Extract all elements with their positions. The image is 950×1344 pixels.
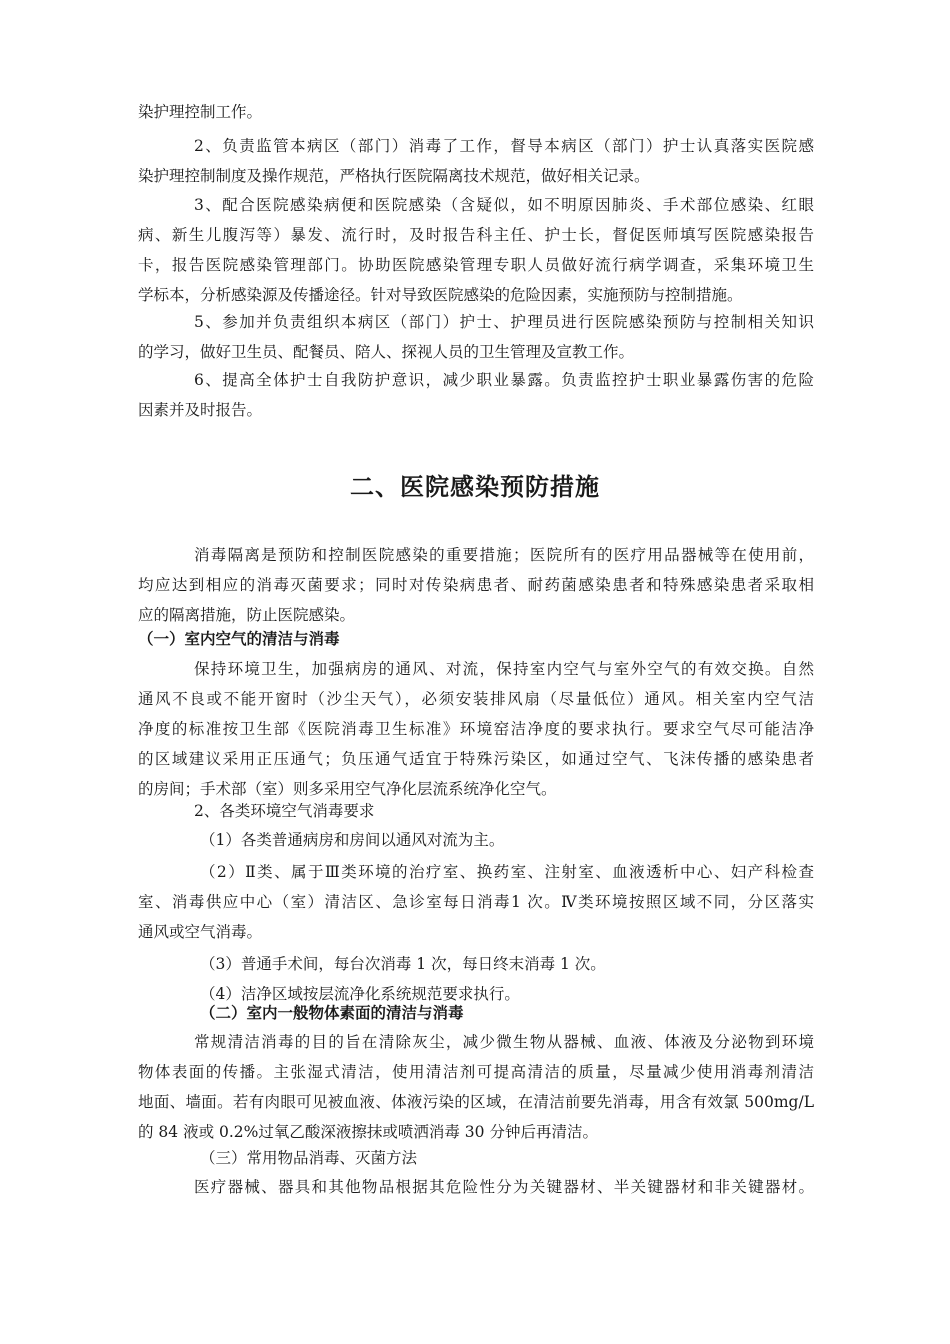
text-line: 3、配合医院感染病便和医院感染（含疑似，如不明原因肺炎、手术部位感染、红眼 <box>194 196 814 214</box>
text-line: 物体表面的传播。主张湿式清洁，使用清洁剂可提高清洁的质量，尽量减少使用消毒剂清洁 <box>138 1063 814 1081</box>
paragraph-surface <box>138 1027 814 1147</box>
text-line: （三）常用物品消毒、灭菌方法 <box>200 1149 418 1167</box>
text-line: （二）室内一般物体素面的清洁与消毒 <box>200 1004 464 1022</box>
text-line: 卡，报告医院感染管理部门。协助医院感染管理专职人员做好流行病学调查，采集环境卫生 <box>138 256 814 274</box>
text-line: 医疗器械、器具和其他物品根据其危险性分为关键器材、半关键器材和非关键器材。 <box>194 1178 814 1196</box>
paragraph-item-2 <box>138 131 814 191</box>
text-line: （2）Ⅱ类、属于Ⅲ类环境的治疗室、换药室、注射室、血液透析中心、妇产科检查 <box>200 863 814 881</box>
text-line: 的学习，做好卫生员、配餐员、陪人、探视人员的卫生管理及宣教工作。 <box>138 343 635 361</box>
text-line: 5、参加并负责组织本病区（部门）护士、护理员进行医院感染预防与控制相关知识 <box>194 313 814 331</box>
air-requirements-title <box>138 796 814 826</box>
text-line: 室、消毒供应中心（室）清洁区、急诊室每日消毒1 次。Ⅳ类环境按照区域不同，分区落实 <box>138 893 814 911</box>
air-requirements <box>138 825 814 1009</box>
subsection-title-air <box>138 624 814 654</box>
text-line: 的 84 液或 0.2%过氧乙酸深液擦抹或喷洒消毒 30 分钟后再清洁。 <box>138 1123 598 1141</box>
paragraph-items <box>138 1172 814 1202</box>
text-line: 通风或空气消毒。 <box>138 923 263 941</box>
text-line: 净度的标准按卫生部《医院消毒卫生标准》环境窑洁净度的要求执行。要求空气尽可能洁净 <box>138 720 814 738</box>
text-line: （一）室内空气的清洁与消毒 <box>138 630 340 648</box>
text-line: 的房间；手术部（室）则多采用空气净化层流系统净化空气。 <box>138 780 557 798</box>
text-line: 均应达到相应的消毒灭菌要求；同时对传染病患者、耐药菌感染患者和特殊感染患者采取相 <box>138 576 814 594</box>
paragraph-air <box>138 654 814 804</box>
text-line: 保持环境卫生，加强病房的通风、对流，保持室内空气与室外空气的有效交换。自然 <box>194 660 814 678</box>
subsection-title-items <box>138 1143 814 1173</box>
paragraph-continuation <box>138 97 814 127</box>
text-line: （3）普通手术间，每台次消毒 1 次，每日终末消毒 1 次。 <box>200 955 606 973</box>
section-title: 二、医院感染预防措施 <box>350 473 600 501</box>
paragraph-intro <box>138 540 814 630</box>
text-line: 通风不良或不能开窗时（沙尘天气），必须安装排风扇（尽量低位）通风。相关室内空气洁 <box>138 690 814 708</box>
text-line: 6、提高全体护士自我防护意识，减少职业暴露。负责监控护士职业暴露伤害的危险 <box>194 371 814 389</box>
subsection-title-surface <box>138 998 814 1028</box>
text-line: 染护理控制工作。 <box>138 103 263 121</box>
text-line: 因素并及时报告。 <box>138 401 263 419</box>
paragraph-item-5 <box>138 307 814 367</box>
text-line: 2、负责监管本病区（部门）消毒了工作，督导本病区（部门）护士认真落实医院感 <box>194 137 814 155</box>
paragraph-item-6 <box>138 365 814 425</box>
text-line: 病、新生儿腹泻等）暴发、流行时，及时报告科主任、护士长，督促医师填写医院感染报告 <box>138 226 814 244</box>
text-line: 地面、墙面。若有肉眼可见被血液、体液污染的区域，在清洁前要先消毒，用含有效氯 500mg/L <box>138 1093 814 1111</box>
text-line: （1）各类普通病房和房间以通风对流为主。 <box>200 831 505 849</box>
text-line: 学标本，分析感染源及传播途径。针对导致医院感染的危险因素，实施预防与控制措施。 <box>138 286 743 304</box>
text-line: 常规清洁消毒的目的旨在清除灰尘，减少微生物从器械、血液、体液及分泌物到环境 <box>194 1033 814 1051</box>
text-line: 染护理控制制度及操作规范，严格执行医院隔离技术规范，做好相关记录。 <box>138 167 650 185</box>
paragraph-item-3 <box>138 190 814 310</box>
text-line: 的区域建议采用正压通气；负压通气适宜于特殊污染区，如通过空气、飞沫传播的感染患者 <box>138 750 814 768</box>
text-line: （4）洁净区域按层流净化系统规范要求执行。 <box>200 985 520 1003</box>
text-line: 2、各类环境空气消毒要求 <box>194 802 375 820</box>
text-line: 应的隔离措施，防止医院感染。 <box>138 606 356 624</box>
text-line: 消毒隔离是预防和控制医院感染的重要措施；医院所有的医疗用品器械等在使用前， <box>194 546 814 564</box>
